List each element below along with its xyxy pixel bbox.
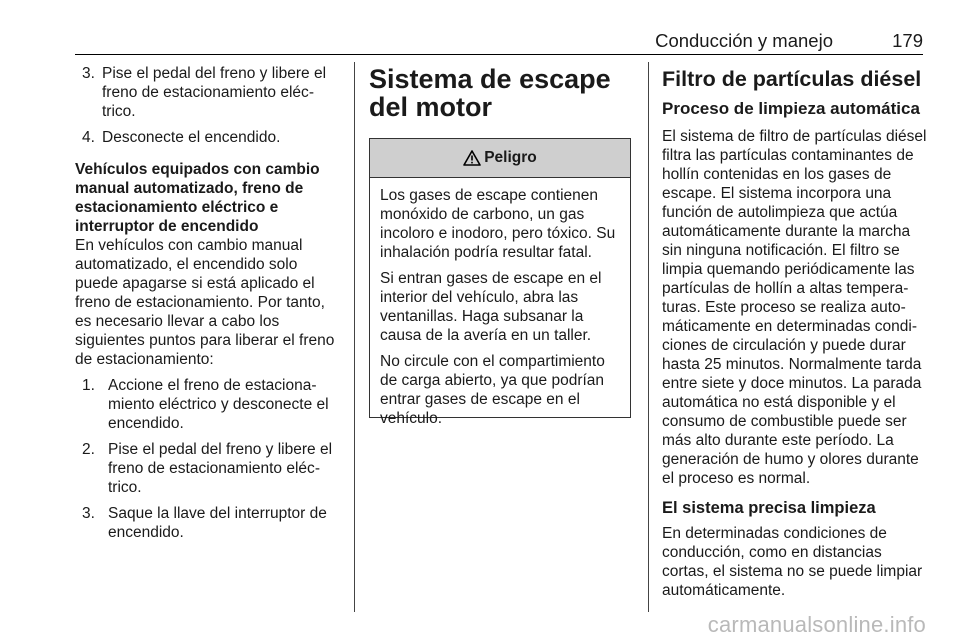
warning-body <box>370 178 630 428</box>
column-divider-2 <box>648 62 649 612</box>
steps-list-a <box>75 64 341 147</box>
warning-paragraph: No circule con el compartimiento de carga abierto, ya que podrían entrar gases de escape en el vehículo. <box>380 353 605 427</box>
paragraph: En determinadas condiciones de conducción, como en distancias cortas, el sistema no se puede limpiar automáticamente. <box>662 525 923 599</box>
list-number: 2. <box>82 441 95 458</box>
warning-box <box>369 138 631 427</box>
column-1 <box>75 64 341 549</box>
page-header <box>75 30 923 55</box>
warning-triangle-icon <box>463 150 481 166</box>
section-title: Conducción y manejo <box>655 30 833 51</box>
warning-paragraph: Si entran gases de escape en el interior del vehículo, abra las ventanillas. Haga subsanar la causa de la avería en un taller. <box>380 270 602 344</box>
list-item <box>75 64 341 121</box>
subheading: Vehículos equipados con cambio manual automatizado, freno de estacionamiento eléctrico e interruptor de encendido <box>75 161 320 235</box>
list-text: Desconecte el encendido. <box>102 129 281 146</box>
subheading: El sistema precisa limpieza <box>662 499 876 517</box>
list-text: Pise el pedal del freno y libere el freno de estacionamiento eléctrico. <box>108 441 333 496</box>
list-number: 3. <box>82 505 95 522</box>
subheading: Proceso de limpieza automática <box>662 99 920 118</box>
list-item <box>82 376 341 433</box>
list-item <box>75 128 341 147</box>
list-item <box>82 440 341 497</box>
section-heading: Sistema de escape del motor <box>369 64 611 122</box>
list-text: Saque la llave del interruptor de encendido. <box>108 505 327 541</box>
watermark: carmanualsonline.info <box>707 612 926 637</box>
paragraph: En vehículos con cambio manual automatizado, el encendido solo puede apagarse si está aplicado el freno de estacionamiento. Por tanto, es necesario llevar a cabo los siguientes puntos para liberar el freno de estacionamiento: <box>75 237 335 368</box>
paragraph: El sistema de filtro de partículas diésel filtra las partículas contaminantes de hollín contenidas en los gases de escape. El sistema incorpora una función de autolimpieza que actúa automáticamente durante la marcha sin ninguna notificación. El filtro se limpia quemando periódicamente las partículas de hollín a altas temperaturas. Este proceso se realiza automáticamente en determinadas condiciones de circulación y puede durar hasta 25 minutos. Normalmente tarda entre siete y doce minutos. La parada automática no está disponible y el consumo de combustible puede ser más alto durante este período. La generación de humo y olores durante el proceso es normal. <box>662 128 927 487</box>
list-number: 3. <box>82 65 95 82</box>
page-number: 179 <box>892 30 923 51</box>
warning-label: Peligro <box>484 149 537 166</box>
section-heading: Filtro de partículas diésel <box>662 67 922 91</box>
warning-header <box>370 139 630 178</box>
list-item <box>82 504 341 542</box>
list-text: Pise el pedal del freno y libere el freno de estacionamiento eléctrico. <box>102 65 327 120</box>
list-number: 4. <box>82 129 95 146</box>
column-2 <box>369 64 633 121</box>
steps-list-b <box>82 376 341 542</box>
column-3 <box>662 64 928 607</box>
list-text: Accione el freno de estacionamiento eléctrico y desconecte el encendido. <box>108 377 329 432</box>
list-number: 1. <box>82 377 95 394</box>
column-divider-1 <box>354 62 355 612</box>
warning-paragraph: Los gases de escape contienen monóxido de carbono, un gas incoloro e inodoro, pero tóxico. Su inhalación podría resultar fatal. <box>380 187 616 261</box>
